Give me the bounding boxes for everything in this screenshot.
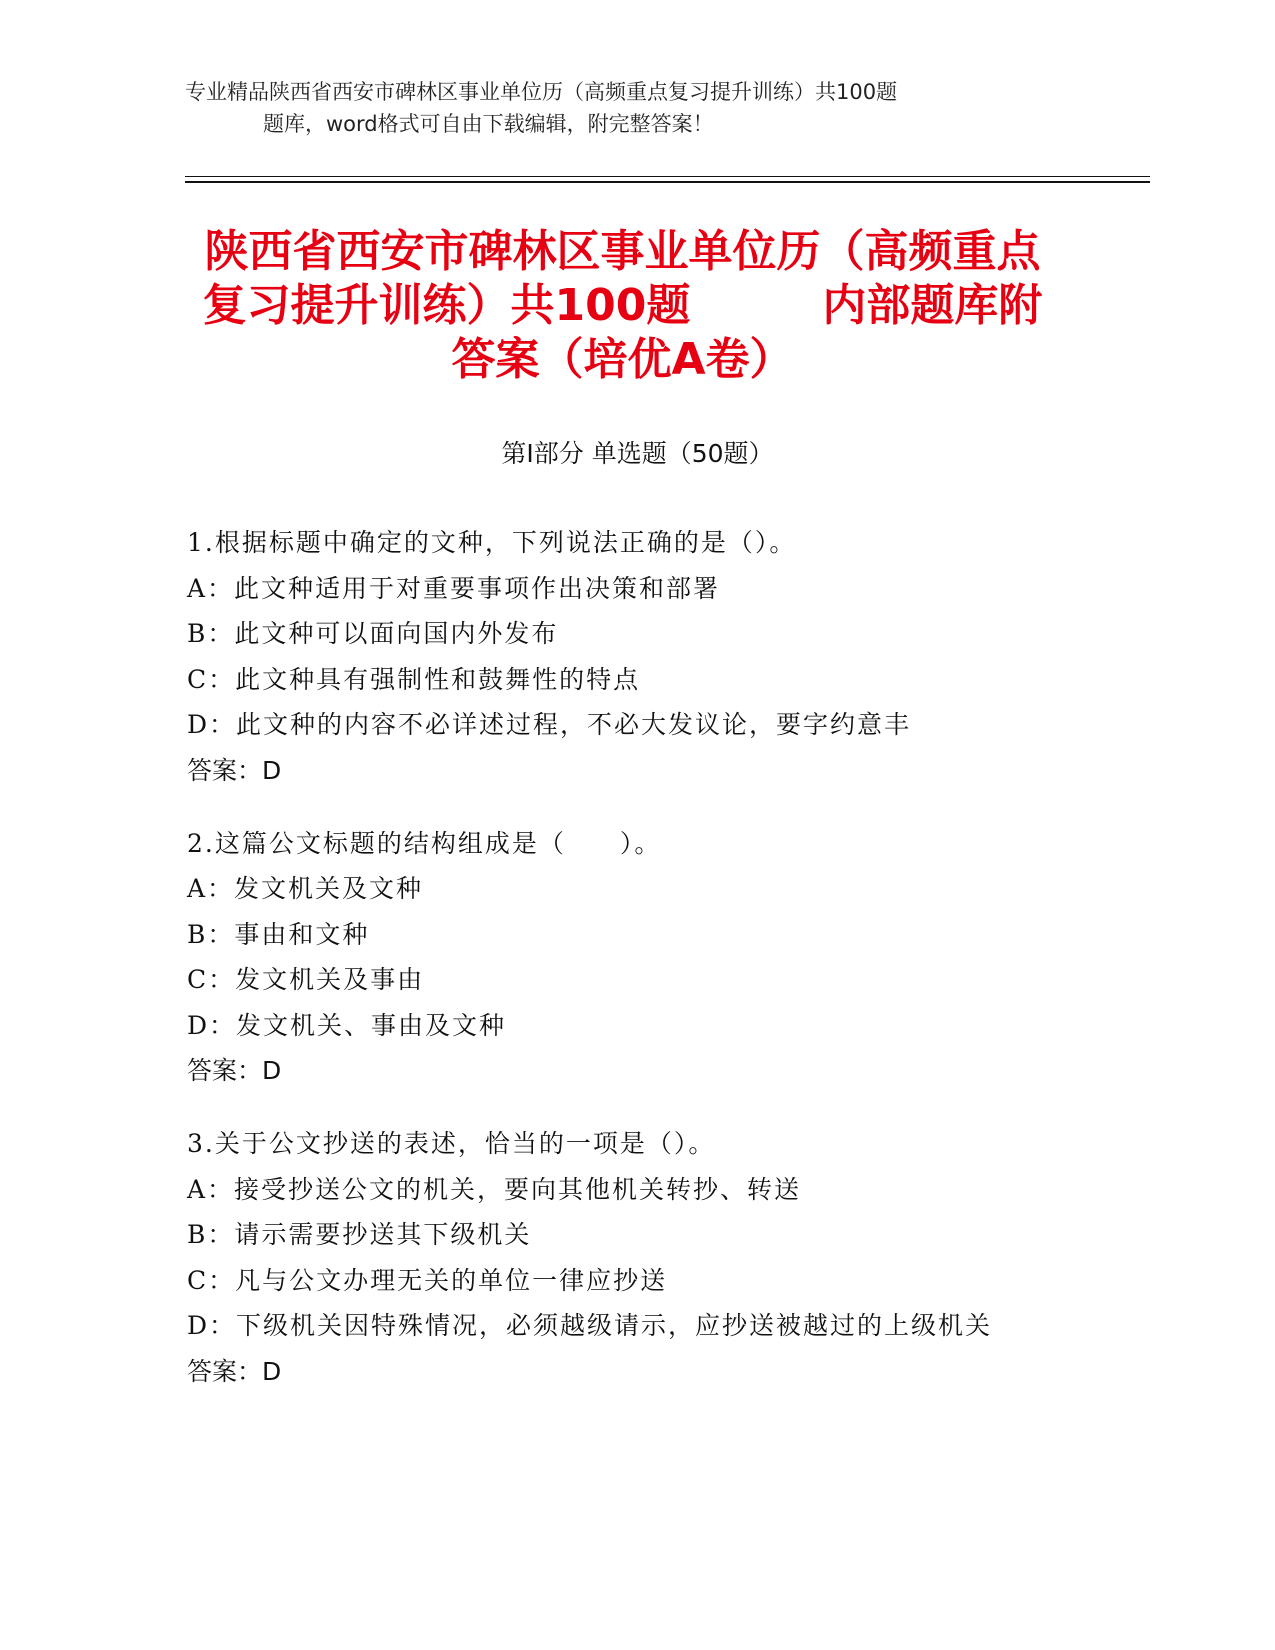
option-c: C：此文种具有强制性和鼓舞性的特点: [187, 664, 641, 694]
option-d: D：下级机关因特殊情况，必须越级请示，应抄送被越过的上级机关: [187, 1311, 993, 1340]
document-title: [185, 225, 1060, 387]
question-2: [187, 829, 1137, 1087]
header-divider-thick: [185, 181, 1150, 183]
section-heading: 第Ⅰ部分 单选题（50题）: [501, 439, 774, 468]
answer: 答案：D: [187, 1356, 282, 1386]
answer: 答案：D: [187, 1056, 282, 1085]
header-line-1: 专业精品陕西省西安市碑林区事业单位历（高频重点复习提升训练）共100题: [185, 80, 898, 104]
option-b: B：此文种可以面向国内外发布: [187, 619, 559, 648]
header-divider-thin: [185, 176, 1150, 177]
title-line-1: 陕西省西安市碑林区事业单位历（高频重点: [204, 226, 1041, 277]
question-stem: 3.关于公文抄送的表述，恰当的一项是（）。: [187, 1129, 716, 1158]
option-a: A：发文机关及文种: [187, 874, 424, 903]
option-b: B：请示需要抄送其下级机关: [187, 1220, 532, 1249]
option-a: A：此文种适用于对重要事项作出决策和部署: [187, 573, 721, 603]
title-line-2: 复习提升训练）共100题 内部题库附: [202, 280, 1043, 331]
option-a: A：接受抄送公文的机关，要向其他机关转抄、转送: [187, 1174, 802, 1204]
option-c: C：发文机关及事由: [187, 965, 425, 994]
question-stem: 2.这篇公文标题的结构组成是（ ）。: [187, 828, 662, 858]
question-1: [187, 528, 1137, 786]
question-list: [187, 528, 1137, 1430]
answer: 答案：D: [187, 755, 282, 785]
option-c: C：凡与公文办理无关的单位一律应抄送: [187, 1265, 668, 1295]
option-d: D：此文种的内容不必详述过程，不必大发议论，要字约意丰: [187, 710, 912, 739]
question-stem: 1.根据标题中确定的文种，下列说法正确的是（）。: [187, 528, 797, 557]
document-header: [185, 76, 1055, 140]
option-b: B：事由和文种: [187, 919, 370, 949]
header-line-2: 题库，word格式可自由下载编辑，附完整答案！: [263, 112, 714, 136]
title-line-3: 答案（培优A卷）: [451, 334, 794, 385]
question-3: [187, 1129, 1137, 1387]
option-d: D：发文机关、事由及文种: [187, 1010, 507, 1040]
